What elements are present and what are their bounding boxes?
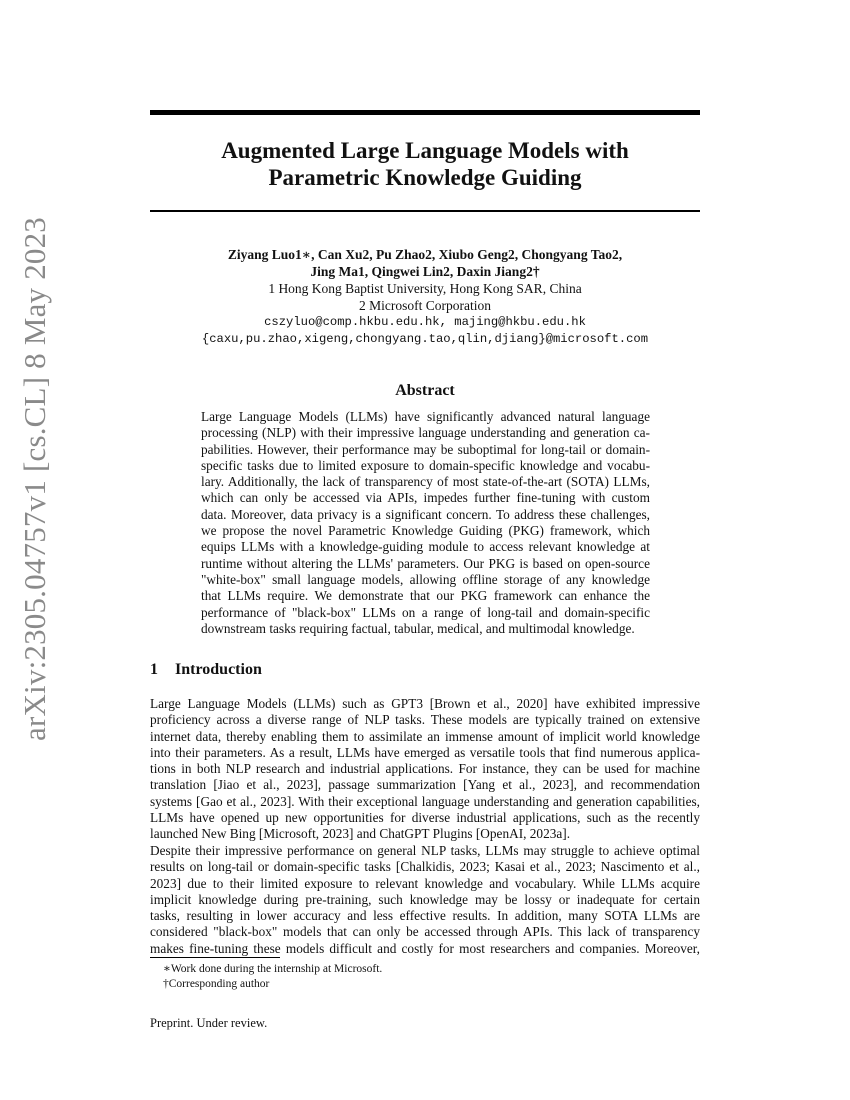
title-top-rule [150,110,700,115]
abstract-line: "white-box" small language models, allowing offline storage of any knowledge [201,571,650,587]
page-footer: Preprint. Under review. [150,1016,268,1030]
author-block [150,246,700,348]
paragraph-line: proficiency across a diverse range of NLP tasks. These models are typically trained on extensive [150,712,700,728]
paragraph-line: into their parameters. As a result, LLMs have emerged as versatile tools that find numerous applica- [150,744,700,760]
abstract-line: downstream tasks requiring factual, tabular, medical, and multimodal knowledge. [201,620,635,636]
paragraph-line: makes fine-tuning these models difficult and costly for most researchers and companies. Moreover, [150,940,700,956]
abstract-line: specific tasks due to limited exposure to domain-specific knowledge and vocabu- [201,457,650,473]
paper-title [150,137,700,191]
abstract-heading: Abstract [395,382,455,399]
paragraph-line: results on long-tail or domain-specific tasks [Chalkidis, 2023; Kasai et al., 2023; Nascimento et al., [150,859,700,875]
author-line-2: Jing Ma1, Qingwei Lin2, Daxin Jiang2† [310,264,540,279]
affiliation-2: 2 Microsoft Corporation [359,298,491,313]
author-line-1: Ziyang Luo1∗, Can Xu2, Pu Zhao2, Xiubo Geng2, Chongyang Tao2, [227,247,623,262]
paragraph-line: systems [Gao et al., 2023]. With their exceptional language understanding and generation capabilities, [150,793,700,809]
abstract-line: equips LLMs with a knowledge-guiding module to access relevant knowledge at [201,539,650,555]
abstract-line: processing (NLP) with their impressive language understanding and generation ca- [201,425,650,441]
arxiv-identifier [10,216,60,742]
paragraph-line: Large Language Models (LLMs) such as GPT3 [Brown et al., 2020] have exhibited impressive [150,696,700,711]
paragraph-line: considered "black-box" models that can only be accessed through APIs. This lack of transparency [150,924,700,940]
intro-paragraph-2 [150,843,700,957]
abstract-line: which can only be accessed via APIs, impedes further fine-tuning with custom [201,490,650,506]
affiliation-1: 1 Hong Kong Baptist University, Hong Kong SAR, China [268,281,582,296]
title-bottom-rule [150,210,700,212]
abstract-line: we propose the novel Parametric Knowledge Guiding (PKG) framework, which [201,523,650,539]
intro-paragraph-1 [150,696,700,843]
paragraph-line: tions in both NLP research and industrial applications. For instance, they can be used for machine [150,761,700,777]
footnote-rule [150,957,280,958]
paragraph-line: tasks, resulting in lower accuracy and less effective results. In addition, many SOTA LLMs are [150,908,700,924]
section-number: 1 [150,661,158,678]
paragraph-line: Despite their impressive performance on general NLP tasks, LLMs may struggle to achieve optimal [150,843,700,858]
section-title: Introduction [175,661,262,678]
paragraph-line: launched New Bing [Microsoft, 2023] and ChatGPT Plugins [OpenAI, 2023a]. [150,826,571,842]
paragraph-line: internet data, thereby enabling them to assimilate an immense amount of implicit world knowledge [150,728,700,744]
arxiv-identifier-text: arXiv:2305.04757v1 [cs.CL] 8 May 2023 [17,216,53,742]
footnotes [163,962,382,991]
author-email-1: cszyluo@comp.hkbu.edu.hk, majing@hkbu.edu.hk [264,315,586,329]
abstract-line: runtime without altering the LLMs' parameters. Our PKG is based on open-source [201,555,650,571]
footnote-2: †Corresponding author [163,977,270,990]
abstract-line: data. Moreover, data privacy is a significant concern. To address these challenges, [201,506,650,522]
abstract-line: performance of "black-box" LLMs on a range of long-tail and domain-specific [201,604,650,620]
section-heading-introduction [150,661,262,679]
abstract-line: pabilities. However, their performance may be suboptimal for long-tail or domain- [201,441,650,457]
abstract-line: lary. Additionally, the lack of transparency of most state-of-the-art (SOTA) LLMs, [201,474,650,490]
paragraph-line: implicit knowledge during pre-training, such knowledge may be lossy or inadequate for certain [150,891,700,907]
abstract-line: Large Language Models (LLMs) have significantly advanced natural language [201,409,650,424]
paragraph-line: 2023] due to their limited exposure to relevant knowledge and vocabulary. While LLMs acquire [150,875,700,891]
footnote-1: ∗Work done during the internship at Microsoft. [163,963,383,975]
author-email-2: {caxu,pu.zhao,xigeng,chongyang.tao,qlin,djiang}@microsoft.com [201,332,649,346]
abstract-body [201,409,650,637]
paragraph-line: LLMs have opened up new opportunities for diverse industrial applications, such as the recently [150,810,700,826]
abstract-line: that LLMs require. We demonstrate that our PKG framework can enhance the [201,588,650,604]
paragraph-line: translation [Jiao et al., 2023], passage summarization [Yang et al., 2023], and recommendation [150,777,700,793]
title-line-1: Augmented Large Language Models with [221,138,629,163]
title-line-2: Parametric Knowledge Guiding [268,165,582,190]
